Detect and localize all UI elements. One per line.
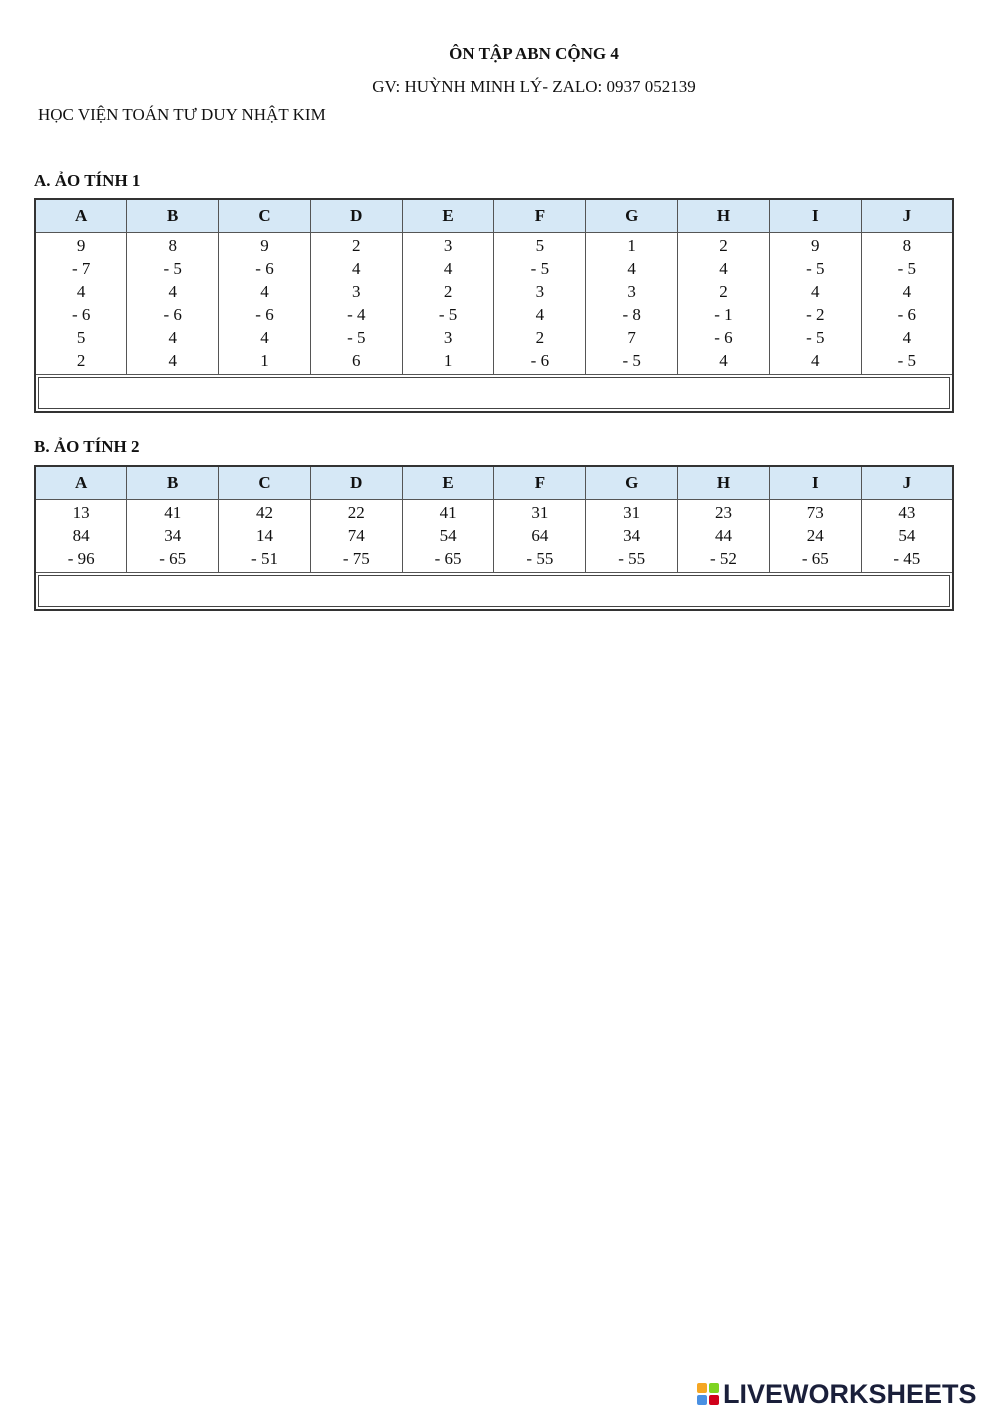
number-cell: 4 bbox=[719, 351, 728, 370]
column-header: F bbox=[494, 466, 586, 500]
number-cell: - 45 bbox=[893, 549, 921, 568]
number-cell: 3 bbox=[352, 282, 361, 301]
liveworksheets-brand bbox=[697, 1378, 977, 1410]
number-cell: 4 bbox=[902, 328, 912, 347]
number-column bbox=[402, 500, 494, 573]
section-a-table bbox=[34, 198, 954, 413]
page-title: ÔN TẬP ABN CỘNG 4 bbox=[449, 44, 619, 63]
number-cell: 3 bbox=[627, 282, 636, 301]
column-header: I bbox=[769, 466, 861, 500]
number-cell: - 5 bbox=[530, 259, 550, 278]
organization-name: HỌC VIỆN TOÁN TƯ DUY NHẬT KIM bbox=[38, 105, 326, 124]
number-cell: - 5 bbox=[897, 259, 917, 278]
column-header: F bbox=[494, 199, 586, 233]
number-cell: - 55 bbox=[618, 549, 646, 568]
number-cell: - 6 bbox=[530, 351, 550, 370]
column-header: B bbox=[127, 199, 219, 233]
number-column bbox=[219, 500, 311, 573]
number-cell: 2 bbox=[535, 328, 545, 347]
number-cell: 22 bbox=[347, 503, 365, 522]
number-cell: - 7 bbox=[71, 259, 91, 278]
number-cell: 4 bbox=[627, 259, 636, 278]
number-cell: - 5 bbox=[622, 351, 641, 370]
number-column bbox=[769, 500, 861, 573]
number-column bbox=[310, 500, 402, 573]
number-cell: 4 bbox=[168, 351, 177, 370]
number-cell: - 5 bbox=[163, 259, 182, 278]
number-cell: 1 bbox=[260, 351, 269, 370]
number-cell: - 52 bbox=[710, 549, 737, 568]
number-cell: - 75 bbox=[342, 549, 370, 568]
number-column bbox=[35, 233, 127, 375]
number-cell: - 6 bbox=[255, 259, 274, 278]
number-cell: - 5 bbox=[347, 328, 366, 347]
number-cell: 4 bbox=[443, 259, 453, 278]
number-cell: 24 bbox=[806, 526, 824, 545]
number-cell: 4 bbox=[168, 282, 177, 301]
number-cell: - 96 bbox=[67, 549, 95, 568]
number-cell: 74 bbox=[347, 526, 365, 545]
number-cell: 4 bbox=[719, 259, 728, 278]
number-cell: 4 bbox=[811, 282, 820, 301]
column-header: C bbox=[219, 466, 311, 500]
number-cell: 4 bbox=[260, 282, 269, 301]
number-column bbox=[35, 500, 127, 573]
number-cell: 2 bbox=[719, 282, 728, 301]
number-cell: - 51 bbox=[251, 549, 278, 568]
number-cell: 3 bbox=[443, 236, 453, 255]
number-cell: 8 bbox=[902, 236, 912, 255]
column-header: D bbox=[310, 466, 402, 500]
number-column bbox=[586, 500, 678, 573]
number-column bbox=[678, 233, 770, 375]
section-b-values-row bbox=[35, 500, 953, 573]
number-cell: - 6 bbox=[714, 328, 733, 347]
number-cell: 31 bbox=[531, 503, 549, 522]
number-cell: 42 bbox=[255, 503, 273, 522]
column-header: D bbox=[310, 199, 402, 233]
number-cell: 5 bbox=[76, 328, 86, 347]
liveworksheets-logo-icon bbox=[697, 1383, 719, 1405]
number-cell: - 4 bbox=[347, 305, 366, 324]
number-cell: - 6 bbox=[897, 305, 917, 324]
column-header: H bbox=[678, 466, 770, 500]
number-column bbox=[678, 500, 770, 573]
number-cell: - 55 bbox=[526, 549, 554, 568]
number-cell: 14 bbox=[255, 526, 273, 545]
number-cell: 31 bbox=[623, 503, 641, 522]
number-cell: - 65 bbox=[801, 549, 829, 568]
column-header: A bbox=[35, 199, 127, 233]
number-cell: 5 bbox=[535, 236, 545, 255]
column-header: G bbox=[586, 466, 678, 500]
logo-square bbox=[709, 1395, 719, 1405]
number-cell: - 5 bbox=[806, 328, 825, 347]
number-cell: 13 bbox=[72, 503, 90, 522]
section-a-header-row bbox=[35, 199, 953, 233]
number-cell: 41 bbox=[439, 503, 457, 522]
number-cell: 9 bbox=[76, 236, 86, 255]
column-header: E bbox=[402, 466, 494, 500]
number-cell: 9 bbox=[811, 236, 820, 255]
column-header: C bbox=[219, 199, 311, 233]
number-cell: 44 bbox=[714, 526, 732, 545]
number-cell: 8 bbox=[168, 236, 177, 255]
number-cell: 4 bbox=[535, 305, 545, 324]
number-cell: - 6 bbox=[163, 305, 182, 324]
number-cell: 54 bbox=[898, 526, 916, 545]
number-cell: 23 bbox=[714, 503, 732, 522]
number-cell: 2 bbox=[719, 236, 728, 255]
section-a-values-row bbox=[35, 233, 953, 375]
number-column bbox=[861, 500, 953, 573]
number-column bbox=[310, 233, 402, 375]
section-b-answer-input[interactable] bbox=[38, 575, 950, 607]
number-cell: 4 bbox=[352, 259, 361, 278]
number-cell: - 5 bbox=[806, 259, 825, 278]
number-cell: 64 bbox=[531, 526, 549, 545]
column-header: A bbox=[35, 466, 127, 500]
number-cell: 1 bbox=[627, 236, 636, 255]
number-column bbox=[127, 500, 219, 573]
section-a-answer-input[interactable] bbox=[38, 377, 950, 409]
section-a-title: A. ẢO TÍNH 1 bbox=[34, 171, 141, 190]
number-cell: 73 bbox=[806, 503, 824, 522]
section-b-table bbox=[34, 465, 954, 611]
section-b-header-row bbox=[35, 466, 953, 500]
column-header: I bbox=[769, 199, 861, 233]
number-cell: - 1 bbox=[714, 305, 733, 324]
number-cell: 3 bbox=[443, 328, 453, 347]
number-cell: - 5 bbox=[897, 351, 917, 370]
teacher-info: GV: HUỲNH MINH LÝ- ZALO: 0937 052139 bbox=[372, 77, 696, 96]
column-header: E bbox=[402, 199, 494, 233]
number-column bbox=[586, 233, 678, 375]
number-cell: 54 bbox=[439, 526, 457, 545]
logo-square bbox=[709, 1383, 719, 1393]
column-header: H bbox=[678, 199, 770, 233]
number-cell: 6 bbox=[352, 351, 361, 370]
number-cell: 34 bbox=[164, 526, 182, 545]
brand-name: LIVEWORKSHEETS bbox=[723, 1378, 977, 1409]
logo-square bbox=[697, 1395, 707, 1405]
number-column bbox=[769, 233, 861, 375]
number-cell: 2 bbox=[352, 236, 361, 255]
number-cell: - 65 bbox=[434, 549, 462, 568]
column-header: B bbox=[127, 466, 219, 500]
number-cell: 3 bbox=[535, 282, 545, 301]
number-cell: 4 bbox=[168, 328, 177, 347]
number-cell: 1 bbox=[443, 351, 453, 370]
number-column bbox=[219, 233, 311, 375]
number-column bbox=[402, 233, 494, 375]
section-b-answer-row bbox=[35, 573, 953, 611]
section-a-answer-row bbox=[35, 375, 953, 413]
logo-square bbox=[697, 1383, 707, 1393]
number-cell: 9 bbox=[260, 236, 269, 255]
number-cell: 4 bbox=[811, 351, 820, 370]
number-cell: 34 bbox=[623, 526, 641, 545]
number-column bbox=[861, 233, 953, 375]
number-column bbox=[127, 233, 219, 375]
number-cell: 43 bbox=[898, 503, 916, 522]
number-cell: 4 bbox=[902, 282, 912, 301]
number-column bbox=[494, 500, 586, 573]
number-cell: 4 bbox=[260, 328, 269, 347]
number-cell: 4 bbox=[76, 282, 86, 301]
number-cell: 7 bbox=[627, 328, 636, 347]
answer-cell bbox=[35, 375, 953, 413]
number-cell: 2 bbox=[443, 282, 453, 301]
number-cell: - 65 bbox=[159, 549, 187, 568]
number-cell: - 6 bbox=[255, 305, 274, 324]
number-cell: - 2 bbox=[806, 305, 825, 324]
number-cell: - 8 bbox=[622, 305, 641, 324]
number-cell: - 6 bbox=[71, 305, 91, 324]
section-b-title: B. ẢO TÍNH 2 bbox=[34, 437, 140, 456]
answer-cell bbox=[35, 573, 953, 611]
column-header: J bbox=[861, 199, 953, 233]
column-header: G bbox=[586, 199, 678, 233]
number-cell: 41 bbox=[164, 503, 182, 522]
number-cell: - 5 bbox=[438, 305, 458, 324]
column-header: J bbox=[861, 466, 953, 500]
number-column bbox=[494, 233, 586, 375]
number-cell: 2 bbox=[76, 351, 86, 370]
number-cell: 84 bbox=[72, 526, 90, 545]
